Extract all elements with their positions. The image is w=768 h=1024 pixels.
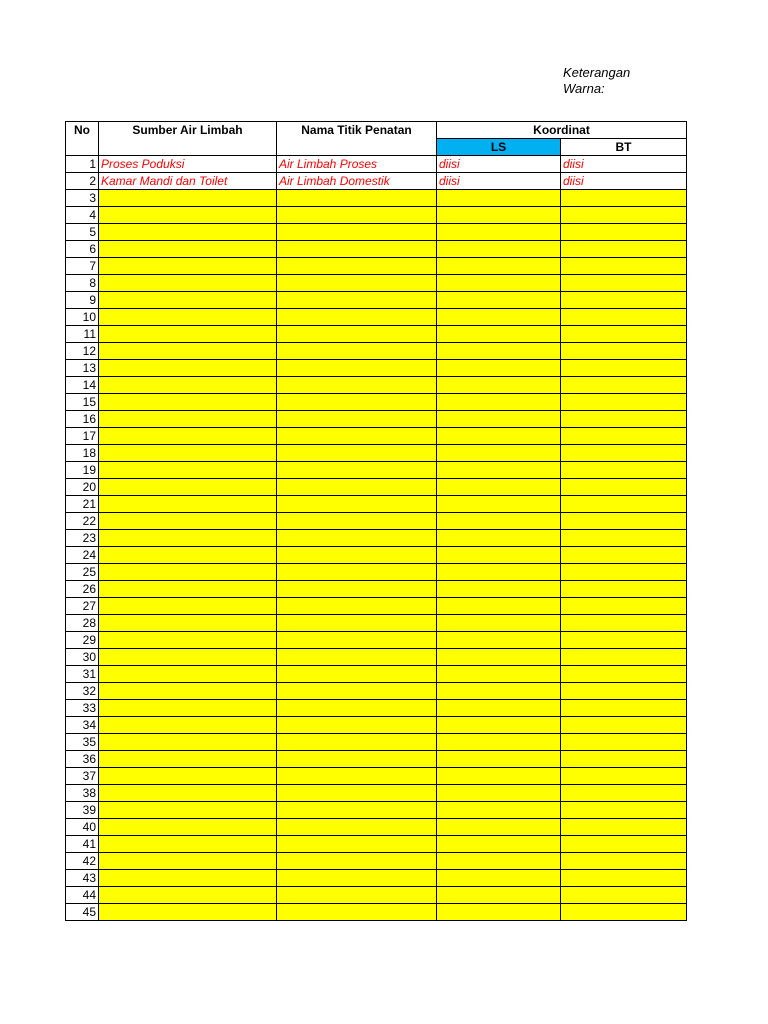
ls-cell[interactable] <box>437 462 561 479</box>
ls-cell[interactable] <box>437 428 561 445</box>
table-row <box>66 598 687 615</box>
ls-cell[interactable] <box>437 343 561 360</box>
ls-cell[interactable] <box>437 241 561 258</box>
table-row <box>66 581 687 598</box>
row-number: 23 <box>66 530 99 547</box>
table-row <box>66 207 687 224</box>
sumber-cell[interactable] <box>99 734 277 751</box>
sumber-cell[interactable] <box>99 462 277 479</box>
row-number: 11 <box>66 326 99 343</box>
nama-cell[interactable] <box>277 360 437 377</box>
row-number: 42 <box>66 853 99 870</box>
nama-cell[interactable] <box>277 632 437 649</box>
nama-cell[interactable] <box>277 581 437 598</box>
bt-cell[interactable] <box>561 241 687 258</box>
sumber-cell[interactable] <box>99 224 277 241</box>
ls-cell[interactable] <box>437 768 561 785</box>
bt-cell[interactable] <box>561 853 687 870</box>
nama-cell[interactable] <box>277 615 437 632</box>
header-no: No <box>66 122 99 156</box>
bt-cell[interactable] <box>561 411 687 428</box>
row-number: 41 <box>66 836 99 853</box>
ls-cell[interactable] <box>437 870 561 887</box>
bt-cell[interactable] <box>561 343 687 360</box>
sumber-cell[interactable] <box>99 343 277 360</box>
sumber-cell[interactable] <box>99 241 277 258</box>
ls-cell[interactable] <box>437 649 561 666</box>
table-row <box>66 785 687 802</box>
bt-cell[interactable] <box>561 309 687 326</box>
ls-cell[interactable] <box>437 547 561 564</box>
nama-cell[interactable] <box>277 717 437 734</box>
row-number: 13 <box>66 360 99 377</box>
legend-title: Keterangan <box>563 65 631 80</box>
nama-cell[interactable] <box>277 479 437 496</box>
row-number: 17 <box>66 428 99 445</box>
row-number: 29 <box>66 632 99 649</box>
row-number: 40 <box>66 819 99 836</box>
ls-cell[interactable] <box>437 445 561 462</box>
sumber-cell[interactable] <box>99 632 277 649</box>
bt-cell[interactable] <box>561 292 687 309</box>
bt-cell[interactable] <box>561 462 687 479</box>
row-number: 25 <box>66 564 99 581</box>
bt-cell[interactable] <box>561 887 687 904</box>
bt-cell[interactable] <box>561 428 687 445</box>
nama-cell[interactable] <box>277 836 437 853</box>
row-number: 2 <box>66 173 99 190</box>
nama-cell[interactable] <box>277 870 437 887</box>
nama-cell[interactable] <box>277 785 437 802</box>
ls-cell[interactable] <box>437 326 561 343</box>
nama-cell[interactable] <box>277 309 437 326</box>
table-row <box>66 717 687 734</box>
table-row <box>66 428 687 445</box>
sumber-cell[interactable] <box>99 445 277 462</box>
nama-cell[interactable] <box>277 666 437 683</box>
sumber-cell[interactable] <box>99 870 277 887</box>
row-number: 1 <box>66 156 99 173</box>
row-number: 28 <box>66 615 99 632</box>
table-row <box>66 224 687 241</box>
nama-cell[interactable]: Air Limbah Proses <box>277 156 437 173</box>
ls-cell[interactable] <box>437 360 561 377</box>
nama-cell[interactable] <box>277 547 437 564</box>
row-number: 8 <box>66 275 99 292</box>
ls-cell[interactable] <box>437 887 561 904</box>
header-sumber: Sumber Air Limbah <box>99 122 277 156</box>
table-row <box>66 479 687 496</box>
bt-cell[interactable] <box>561 360 687 377</box>
nama-cell[interactable] <box>277 394 437 411</box>
row-number: 39 <box>66 802 99 819</box>
row-number: 44 <box>66 887 99 904</box>
sumber-cell[interactable] <box>99 479 277 496</box>
bt-cell[interactable] <box>561 734 687 751</box>
sumber-cell[interactable] <box>99 326 277 343</box>
table-row <box>66 751 687 768</box>
ls-cell[interactable] <box>437 224 561 241</box>
sumber-cell[interactable] <box>99 819 277 836</box>
table-row <box>66 173 687 190</box>
row-number: 37 <box>66 768 99 785</box>
nama-cell[interactable] <box>277 190 437 207</box>
sumber-cell[interactable] <box>99 394 277 411</box>
sumber-cell[interactable] <box>99 836 277 853</box>
sumber-cell[interactable] <box>99 887 277 904</box>
sumber-cell[interactable] <box>99 360 277 377</box>
bt-cell[interactable] <box>561 394 687 411</box>
table-row <box>66 870 687 887</box>
nama-cell[interactable] <box>277 751 437 768</box>
ls-cell[interactable] <box>437 207 561 224</box>
header-nama: Nama Titik Penatan <box>277 122 437 156</box>
table-row <box>66 734 687 751</box>
sumber-cell[interactable] <box>99 275 277 292</box>
bt-cell[interactable] <box>561 785 687 802</box>
ls-cell[interactable] <box>437 190 561 207</box>
row-number: 18 <box>66 445 99 462</box>
sumber-cell[interactable] <box>99 581 277 598</box>
table-row <box>66 819 687 836</box>
table-body <box>66 156 687 921</box>
ls-cell[interactable] <box>437 496 561 513</box>
nama-cell[interactable] <box>277 683 437 700</box>
bt-cell[interactable]: diisi <box>561 173 687 190</box>
nama-cell[interactable] <box>277 326 437 343</box>
table-row <box>66 768 687 785</box>
sumber-cell[interactable] <box>99 853 277 870</box>
legend-subtitle: Warna: <box>563 81 605 96</box>
ls-cell[interactable] <box>437 853 561 870</box>
table-row <box>66 887 687 904</box>
nama-cell[interactable] <box>277 700 437 717</box>
nama-cell[interactable] <box>277 343 437 360</box>
row-number: 12 <box>66 343 99 360</box>
row-number: 9 <box>66 292 99 309</box>
row-number: 21 <box>66 496 99 513</box>
bt-cell[interactable] <box>561 649 687 666</box>
table-row <box>66 258 687 275</box>
row-number: 34 <box>66 717 99 734</box>
table-row <box>66 462 687 479</box>
sumber-cell[interactable] <box>99 683 277 700</box>
table-row <box>66 683 687 700</box>
table-row <box>66 632 687 649</box>
bt-cell[interactable] <box>561 445 687 462</box>
ls-cell[interactable] <box>437 819 561 836</box>
sumber-cell[interactable] <box>99 377 277 394</box>
row-number: 27 <box>66 598 99 615</box>
sumber-cell[interactable] <box>99 530 277 547</box>
row-number: 43 <box>66 870 99 887</box>
nama-cell[interactable] <box>277 887 437 904</box>
sumber-cell[interactable] <box>99 292 277 309</box>
sumber-cell[interactable] <box>99 207 277 224</box>
bt-cell[interactable] <box>561 700 687 717</box>
table-row <box>66 700 687 717</box>
ls-cell[interactable] <box>437 513 561 530</box>
nama-cell[interactable] <box>277 819 437 836</box>
table-row <box>66 649 687 666</box>
table-row <box>66 615 687 632</box>
bt-cell[interactable] <box>561 275 687 292</box>
table-row <box>66 275 687 292</box>
row-number: 10 <box>66 309 99 326</box>
ls-cell[interactable] <box>437 717 561 734</box>
bt-cell[interactable] <box>561 207 687 224</box>
table-row <box>66 360 687 377</box>
table-row <box>66 666 687 683</box>
bt-cell[interactable] <box>561 530 687 547</box>
row-number: 20 <box>66 479 99 496</box>
nama-cell[interactable] <box>277 258 437 275</box>
sumber-cell[interactable] <box>99 768 277 785</box>
nama-cell[interactable] <box>277 224 437 241</box>
nama-cell[interactable] <box>277 853 437 870</box>
ls-cell[interactable] <box>437 666 561 683</box>
ls-cell[interactable] <box>437 309 561 326</box>
nama-cell[interactable] <box>277 445 437 462</box>
bt-cell[interactable] <box>561 768 687 785</box>
bt-cell[interactable] <box>561 513 687 530</box>
bt-cell[interactable] <box>561 547 687 564</box>
table-row <box>66 547 687 564</box>
ls-cell[interactable] <box>437 700 561 717</box>
data-table <box>65 121 687 921</box>
sumber-cell[interactable] <box>99 615 277 632</box>
nama-cell[interactable] <box>277 496 437 513</box>
table-row <box>66 530 687 547</box>
table-row <box>66 292 687 309</box>
bt-cell[interactable] <box>561 802 687 819</box>
row-number: 16 <box>66 411 99 428</box>
table-row <box>66 394 687 411</box>
bt-cell[interactable]: diisi <box>561 156 687 173</box>
sumber-cell[interactable] <box>99 700 277 717</box>
nama-cell[interactable] <box>277 428 437 445</box>
ls-cell[interactable] <box>437 904 561 921</box>
row-number: 6 <box>66 241 99 258</box>
ls-cell[interactable] <box>437 802 561 819</box>
table-row <box>66 411 687 428</box>
header-row <box>66 122 687 139</box>
row-number: 19 <box>66 462 99 479</box>
ls-cell[interactable] <box>437 751 561 768</box>
sumber-cell[interactable] <box>99 785 277 802</box>
row-number: 38 <box>66 785 99 802</box>
ls-cell[interactable] <box>437 479 561 496</box>
row-number: 14 <box>66 377 99 394</box>
nama-cell[interactable] <box>277 904 437 921</box>
bt-cell[interactable] <box>561 666 687 683</box>
row-number: 30 <box>66 649 99 666</box>
table-row <box>66 156 687 173</box>
ls-cell[interactable] <box>437 615 561 632</box>
sumber-cell[interactable] <box>99 598 277 615</box>
bt-cell[interactable] <box>561 615 687 632</box>
table-row <box>66 190 687 207</box>
bt-cell[interactable] <box>561 904 687 921</box>
bt-cell[interactable] <box>561 717 687 734</box>
bt-cell[interactable] <box>561 819 687 836</box>
sumber-cell[interactable] <box>99 547 277 564</box>
ls-cell[interactable] <box>437 564 561 581</box>
row-number: 26 <box>66 581 99 598</box>
row-number: 33 <box>66 700 99 717</box>
sumber-cell[interactable] <box>99 411 277 428</box>
sumber-cell[interactable] <box>99 428 277 445</box>
color-legend <box>563 65 630 97</box>
nama-cell[interactable] <box>277 462 437 479</box>
ls-cell[interactable] <box>437 734 561 751</box>
nama-cell[interactable] <box>277 802 437 819</box>
ls-cell[interactable]: diisi <box>437 173 561 190</box>
nama-cell[interactable] <box>277 598 437 615</box>
header-bt: BT <box>561 139 687 156</box>
row-number: 5 <box>66 224 99 241</box>
sumber-cell[interactable] <box>99 751 277 768</box>
table-row <box>66 802 687 819</box>
table-row <box>66 309 687 326</box>
nama-cell[interactable] <box>277 768 437 785</box>
table-row <box>66 496 687 513</box>
header-koordinat: Koordinat <box>437 122 687 139</box>
row-number: 4 <box>66 207 99 224</box>
ls-cell[interactable] <box>437 530 561 547</box>
table-row <box>66 343 687 360</box>
nama-cell[interactable] <box>277 564 437 581</box>
nama-cell[interactable] <box>277 377 437 394</box>
ls-cell[interactable] <box>437 377 561 394</box>
row-number: 15 <box>66 394 99 411</box>
row-number: 24 <box>66 547 99 564</box>
sumber-cell[interactable] <box>99 649 277 666</box>
ls-cell[interactable] <box>437 683 561 700</box>
ls-cell[interactable]: diisi <box>437 156 561 173</box>
bt-cell[interactable] <box>561 870 687 887</box>
ls-cell[interactable] <box>437 275 561 292</box>
row-number: 45 <box>66 904 99 921</box>
nama-cell[interactable] <box>277 734 437 751</box>
ls-cell[interactable] <box>437 411 561 428</box>
row-number: 31 <box>66 666 99 683</box>
table-row <box>66 904 687 921</box>
table-row <box>66 836 687 853</box>
ls-cell[interactable] <box>437 581 561 598</box>
bt-cell[interactable] <box>561 190 687 207</box>
sumber-cell[interactable] <box>99 309 277 326</box>
sumber-cell[interactable] <box>99 564 277 581</box>
sumber-cell[interactable]: Proses Poduksi <box>99 156 277 173</box>
bt-cell[interactable] <box>561 496 687 513</box>
row-number: 3 <box>66 190 99 207</box>
nama-cell[interactable] <box>277 207 437 224</box>
nama-cell[interactable]: Air Limbah Domestik <box>277 173 437 190</box>
sumber-cell[interactable] <box>99 190 277 207</box>
bt-cell[interactable] <box>561 598 687 615</box>
sumber-cell[interactable] <box>99 496 277 513</box>
sumber-cell[interactable] <box>99 666 277 683</box>
sumber-cell[interactable] <box>99 904 277 921</box>
table-row <box>66 513 687 530</box>
bt-cell[interactable] <box>561 326 687 343</box>
nama-cell[interactable] <box>277 292 437 309</box>
table-row <box>66 241 687 258</box>
ls-cell[interactable] <box>437 598 561 615</box>
table-row <box>66 445 687 462</box>
row-number: 36 <box>66 751 99 768</box>
nama-cell[interactable] <box>277 530 437 547</box>
sumber-cell[interactable]: Kamar Mandi dan Toilet <box>99 173 277 190</box>
row-number: 35 <box>66 734 99 751</box>
table-row <box>66 377 687 394</box>
nama-cell[interactable] <box>277 241 437 258</box>
ls-cell[interactable] <box>437 258 561 275</box>
bt-cell[interactable] <box>561 224 687 241</box>
ls-cell[interactable] <box>437 394 561 411</box>
nama-cell[interactable] <box>277 513 437 530</box>
row-number: 7 <box>66 258 99 275</box>
sumber-cell[interactable] <box>99 513 277 530</box>
bt-cell[interactable] <box>561 258 687 275</box>
row-number: 32 <box>66 683 99 700</box>
table-row <box>66 326 687 343</box>
bt-cell[interactable] <box>561 751 687 768</box>
nama-cell[interactable] <box>277 411 437 428</box>
bt-cell[interactable] <box>561 632 687 649</box>
bt-cell[interactable] <box>561 683 687 700</box>
ls-cell[interactable] <box>437 836 561 853</box>
nama-cell[interactable] <box>277 275 437 292</box>
ls-cell[interactable] <box>437 785 561 802</box>
bt-cell[interactable] <box>561 581 687 598</box>
ls-cell[interactable] <box>437 632 561 649</box>
header-ls: LS <box>437 139 561 156</box>
table-row <box>66 564 687 581</box>
table-row <box>66 853 687 870</box>
nama-cell[interactable] <box>277 649 437 666</box>
bt-cell[interactable] <box>561 377 687 394</box>
bt-cell[interactable] <box>561 479 687 496</box>
bt-cell[interactable] <box>561 836 687 853</box>
bt-cell[interactable] <box>561 564 687 581</box>
ls-cell[interactable] <box>437 292 561 309</box>
sumber-cell[interactable] <box>99 802 277 819</box>
row-number: 22 <box>66 513 99 530</box>
sumber-cell[interactable] <box>99 258 277 275</box>
sumber-cell[interactable] <box>99 717 277 734</box>
